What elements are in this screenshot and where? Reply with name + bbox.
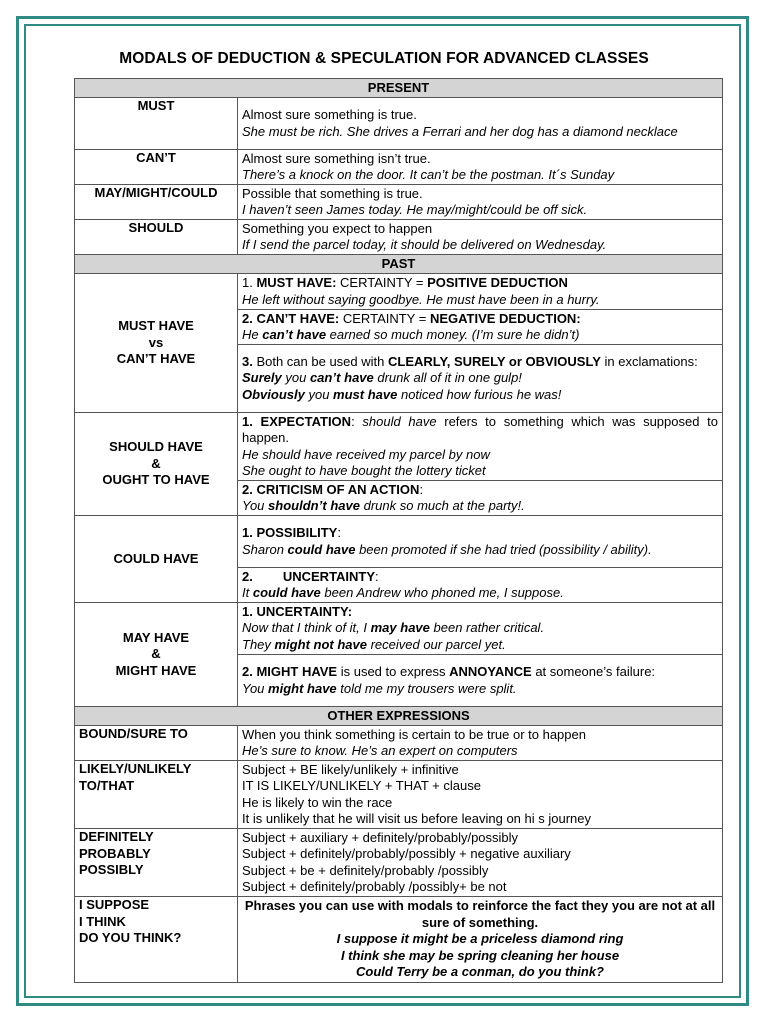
example: If I send the parcel today, it should be delivered on Wednesday. [242, 237, 607, 252]
table-row [75, 220, 723, 255]
row-content: 2. UNCERTAINTY: It could have been Andrew who phoned me, I suppose. [238, 568, 723, 603]
table-row [75, 726, 723, 761]
row-label-should-have: SHOULD HAVE & OUGHT TO HAVE [75, 413, 238, 516]
table-row [75, 829, 723, 897]
table-row [75, 413, 723, 481]
row-content: Subject + BE likely/unlikely + infinitive IT IS LIKELY/UNLIKELY + THAT + clause He is likely to win the race It is unlikely that he will visit us before leaving on hi s journey [238, 761, 723, 829]
table-row [75, 516, 723, 568]
table-row [75, 98, 723, 150]
definition: Almost sure something is true. [242, 107, 417, 122]
definition: Something you expect to happen [242, 220, 433, 236]
row-content [238, 220, 723, 255]
row-label-could-have: COULD HAVE [75, 516, 238, 603]
modals-table [74, 78, 723, 983]
row-label: CAN’T [75, 150, 238, 185]
page-title: MODALS OF DEDUCTION & SPECULATION FOR ADVANCED CLASSES [119, 50, 649, 67]
table-row [75, 185, 723, 220]
section-header-present: PRESENT [75, 79, 723, 98]
row-content: 1. MUST HAVE: CERTAINTY = POSITIVE DEDUCTION He left without saying goodbye. He must have been in a hurry. [238, 274, 723, 310]
row-content: 1. EXPECTATION: should have refers to something which was supposed to happen. He should have received my parcel by now She ought to have bought the lottery ticket [238, 413, 723, 481]
row-label: SHOULD [75, 220, 238, 255]
row-label: LIKELY/UNLIKELY TO/THAT [75, 761, 238, 829]
row-content: 1. POSSIBILITY: Sharon could have been promoted if she had tried (possibility / ability). [238, 516, 723, 568]
table-row [75, 603, 723, 655]
definition: Possible that something is true. [242, 185, 423, 201]
section-header-past: PAST [75, 255, 723, 274]
row-content [238, 98, 723, 150]
row-label-may-have: MAY HAVE & MIGHT HAVE [75, 603, 238, 707]
row-content: Phrases you can use with modals to reinforce the fact they you are not at all sure of something. I suppose it might be a priceless diamond ring I think she may be spring cleaning her house Could Terry be a conman, do you think? [238, 897, 723, 983]
example: She must be rich. She drives a Ferrari and her dog has a diamond necklace [242, 123, 678, 139]
row-label: MAY/MIGHT/COULD [75, 185, 238, 220]
example: I haven’t seen James today. He may/might/could be off sick. [242, 202, 588, 217]
row-content: 2. CAN’T HAVE: CERTAINTY = NEGATIVE DEDUCTION: He can’t have earned so much money. (I’m sure he didn’t) [238, 310, 723, 345]
definition: Almost sure something isn’t true. [242, 150, 431, 166]
table-row [75, 897, 723, 983]
row-label: DEFINITELY PROBABLY POSSIBLY [75, 829, 238, 897]
row-content: 2. CRITICISM OF AN ACTION: You shouldn’t have drunk so much at the party!. [238, 481, 723, 516]
row-content [238, 150, 723, 185]
row-content: 2. MIGHT HAVE is used to express ANNOYANCE at someone’s failure: You might have told me my trousers were split. [238, 655, 723, 707]
row-label: I SUPPOSE I THINK DO YOU THINK? [75, 897, 238, 983]
row-content: 3. Both can be used with CLEARLY, SURELY or OBVIOUSLY in exclamations: Surely you can’t have drunk all of it in one gulp! Obviously you must have noticed how furious he was! [238, 345, 723, 413]
row-label: BOUND/SURE TO [75, 726, 238, 761]
row-label-must-have: MUST HAVE vs CAN’T HAVE [75, 274, 238, 413]
table-row [75, 761, 723, 829]
row-content: Subject + auxiliary + definitely/probably/possibly Subject + definitely/probably/possibly + negative auxiliary Subject + be + definitely/probably /possibly Subject + definitely/probably /possibly+ be not [238, 829, 723, 897]
section-header-other: OTHER EXPRESSIONS [75, 707, 723, 726]
row-content: When you think something is certain to be true or to happen He’s sure to know. He’s an expert on computers [238, 726, 723, 761]
table-row [75, 274, 723, 310]
row-label: MUST [75, 98, 238, 150]
example: There’s a knock on the door. It can’t be the postman. It´s Sunday [242, 167, 615, 182]
table-row [75, 150, 723, 185]
row-content [238, 185, 723, 220]
row-content: 1. UNCERTAINTY: Now that I think of it, I may have been rather critical. They might not have received our parcel yet. [238, 603, 723, 655]
